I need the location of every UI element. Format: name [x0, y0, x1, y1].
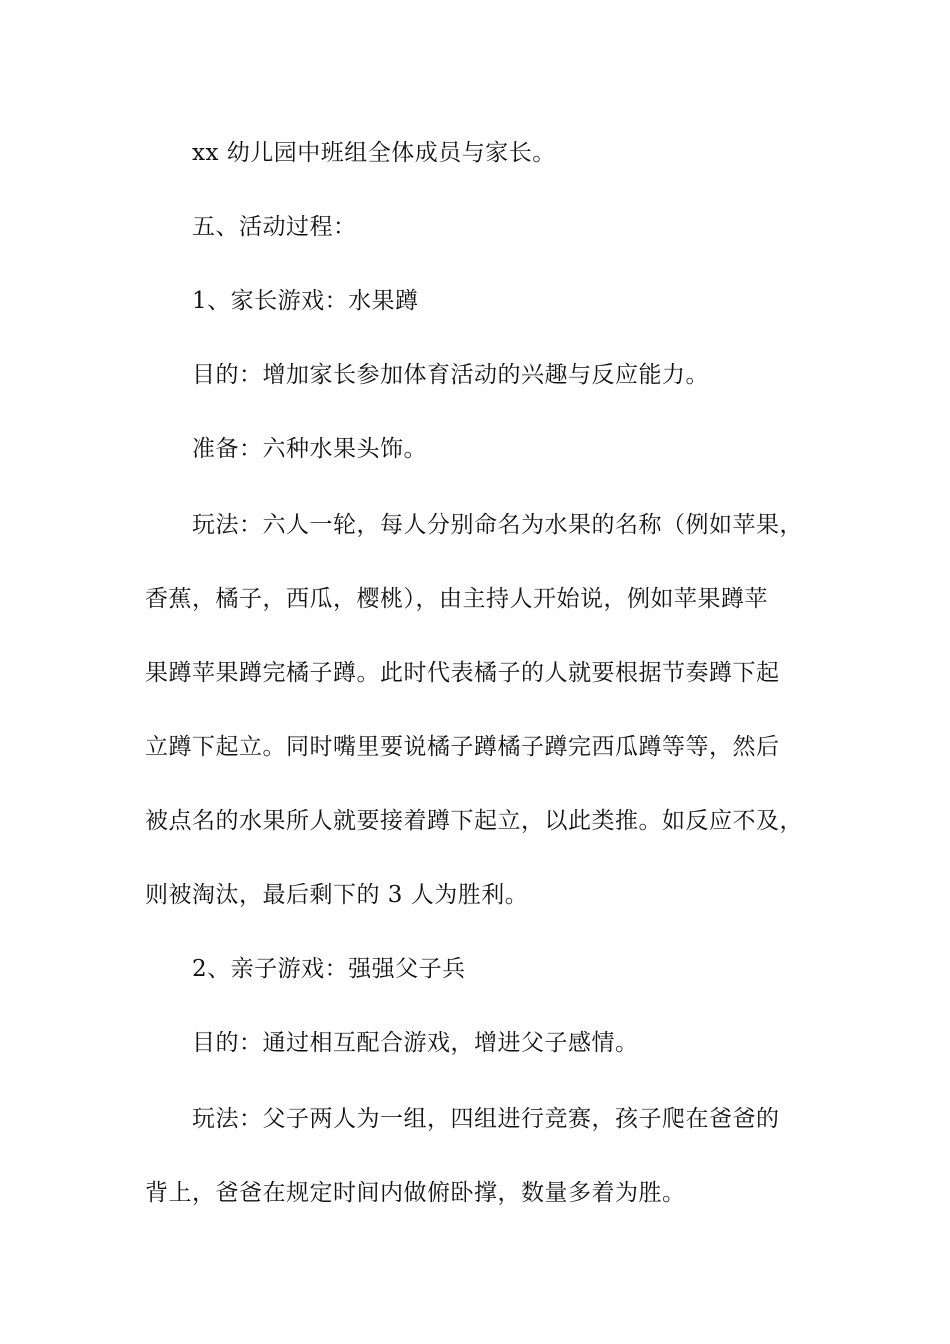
- game-1-rules-line-5: 被点名的水果所人就要接着蹲下起立，以此类推。如反应不及，: [145, 808, 803, 834]
- game-1-preparation: 准备：六种水果头饰。: [192, 436, 427, 462]
- game-1-rules-line-3: 果蹲苹果蹲完橘子蹲。此时代表橘子的人就要根据节奏蹲下起: [145, 660, 780, 686]
- game-2-purpose: 目的：通过相互配合游戏，增进父子感情。: [192, 1030, 639, 1056]
- paragraph-participants: xx 幼儿园中班组全体成员与家长。: [192, 140, 556, 166]
- game-2-rules-line-2: 背上，爸爸在规定时间内做俯卧撑，数量多着为胜。: [145, 1180, 686, 1206]
- game-2-heading: 2、亲子游戏：强强父子兵: [192, 956, 466, 982]
- game-1-purpose: 目的：增加家长参加体育活动的兴趣与反应能力。: [192, 362, 709, 388]
- game-1-heading: 1、家长游戏：水果蹲: [192, 288, 419, 314]
- game-2-rules-line-1: 玩法：父子两人为一组，四组进行竞赛，孩子爬在爸爸的: [192, 1106, 780, 1132]
- game-1-rules-line-1: 玩法：六人一轮，每人分别命名为水果的名称（例如苹果，: [192, 512, 803, 538]
- section-heading-activity-process: 五、活动过程：: [192, 214, 357, 240]
- game-1-rules-line-2: 香蕉，橘子，西瓜，樱桃），由主持人开始说，例如苹果蹲苹: [145, 586, 768, 612]
- game-1-rules-line-6: 则被淘汰，最后剩下的 3 人为胜利。: [145, 882, 529, 908]
- game-1-rules-line-4: 立蹲下起立。同时嘴里要说橘子蹲橘子蹲完西瓜蹲等等，然后: [145, 734, 780, 760]
